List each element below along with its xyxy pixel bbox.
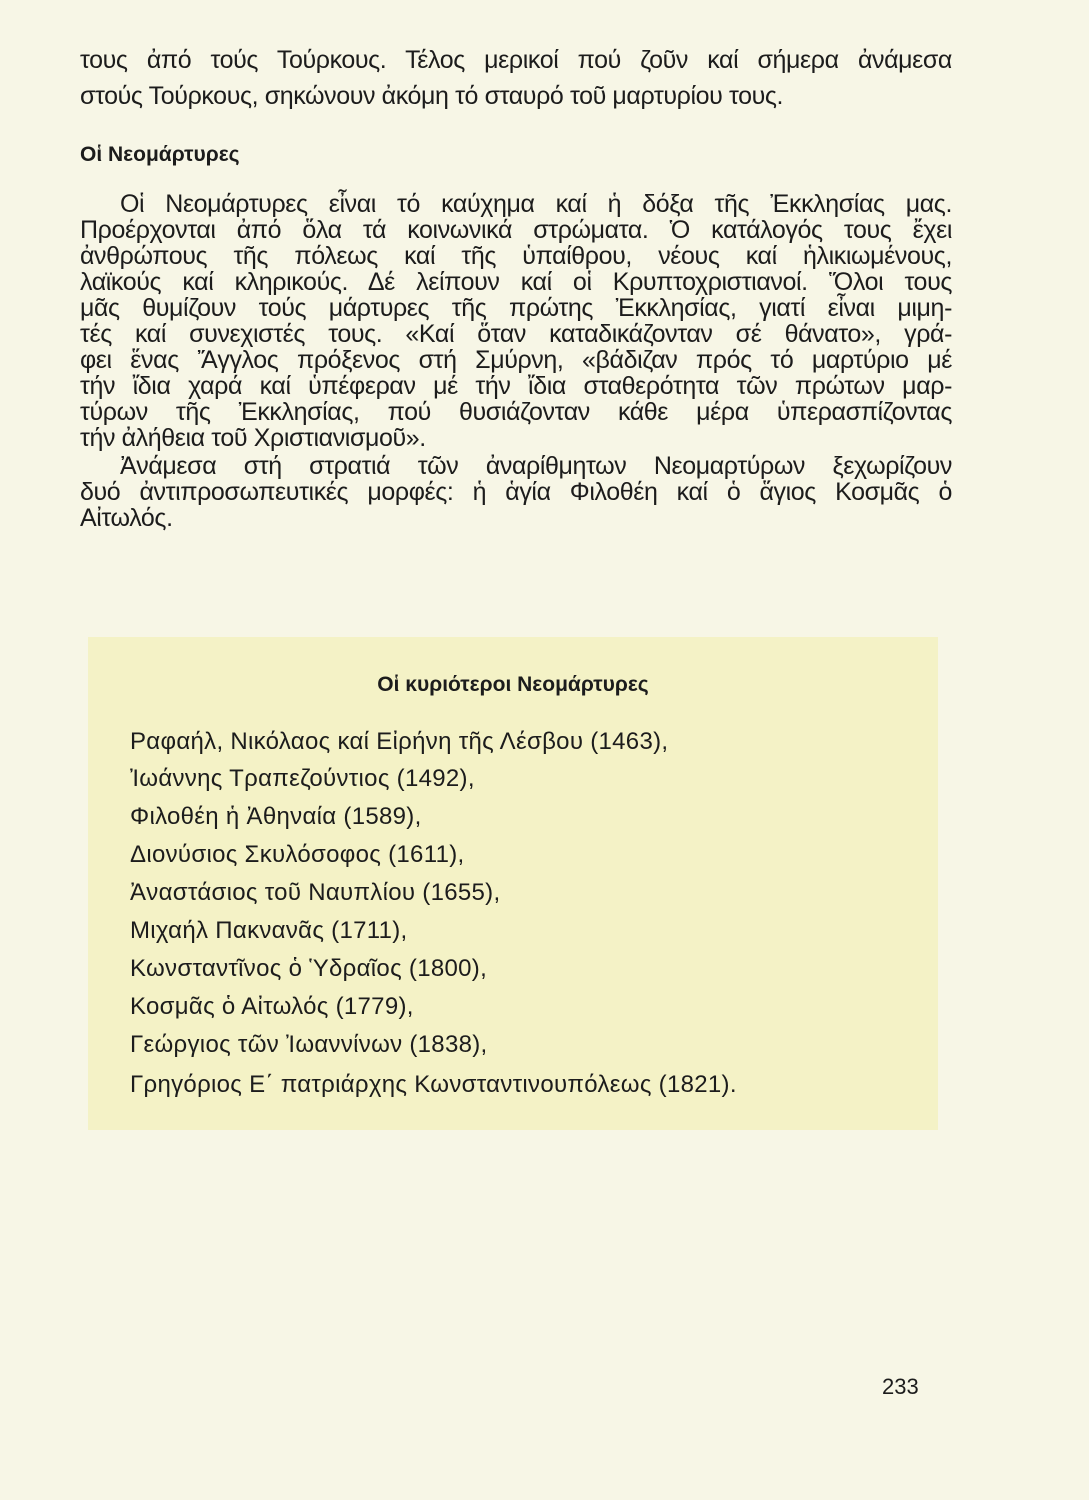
box-title: Οἱ κυριότεροι Νεομάρτυρες xyxy=(377,673,649,696)
list-item: Κωνσταντῖνος ὁ Ὑδραῖος (1800), xyxy=(130,955,488,982)
paragraph-line: Αἰτωλός. xyxy=(80,504,173,532)
list-item: Ἀναστάσιος τοῦ Ναυπλίου (1655), xyxy=(130,879,501,906)
section-heading: Οἱ Νεομάρτυρες xyxy=(80,143,240,166)
list-item: Γρηγόριος Ε΄ πατριάρχης Κωνσταντινουπόλεως (1821). xyxy=(130,1071,737,1098)
page-number: 233 xyxy=(882,1374,919,1399)
list-item: Διονύσιος Σκυλόσοφος (1611), xyxy=(130,841,465,868)
list-item: Κοσμᾶς ὁ Αἰτωλός (1779), xyxy=(130,993,414,1020)
paragraph-line: Ἀνάμεσα στή στρατιά τῶν ἀναρίθμητων Νεομαρτύρων ξεχωρίζουν xyxy=(120,452,952,480)
list-item: Μιχαήλ Πακνανᾶς (1711), xyxy=(130,917,408,944)
list-item: Γεώργιος τῶν Ἰωαννίνων (1838), xyxy=(130,1031,488,1058)
list-item: Φιλοθέη ἡ Ἀθηναία (1589), xyxy=(130,803,422,830)
neomartyrs-list-box xyxy=(88,637,938,1130)
list-item: Ραφαήλ, Νικόλαος καί Εἰρήνη τῆς Λέσβου (1463), xyxy=(130,728,669,755)
paragraph-line: Οἱ Νεομάρτυρες εἶναι τό καύχημα καί ἡ δόξα τῆς Ἐκκλησίας μας. xyxy=(120,190,952,218)
paragraph-line: τές καί συνεχιστές τους. «Καί ὅταν καταδικάζονταν σέ θάνατο», γρά- xyxy=(80,320,952,348)
paragraph-line: τήν ἀλήθεια τοῦ Χριστιανισμοῦ». xyxy=(80,424,426,452)
paragraph-line: Προέρχονται ἀπό ὅλα τά κοινωνικά στρώματα. Ὁ κατάλογός τους ἔχει xyxy=(80,216,952,244)
paragraph-line: ἀνθρώπους τῆς πόλεως καί τῆς ὑπαίθρου, νέους καί ἡλικιωμένους, xyxy=(80,242,952,270)
list-item: Ἰωάννης Τραπεζούντιος (1492), xyxy=(130,765,475,792)
intro-line: στούς Τούρκους, σηκώνουν ἀκόμη τό σταυρό τοῦ μαρτυρίου τους. xyxy=(80,82,784,110)
paragraph-line: λαϊκούς καί κληρικούς. Δέ λείπουν καί οἱ Κρυπτοχριστιανοί. Ὅλοι τους xyxy=(80,268,952,296)
paragraph-line: τύρων τῆς Ἐκκλησίας, πού θυσιάζονταν κάθε μέρα ὑπερασπίζοντας xyxy=(80,398,952,426)
paragraph-line: μᾶς θυμίζουν τούς μάρτυρες τῆς πρώτης Ἐκκλησίας, γιατί εἶναι μιμη- xyxy=(80,294,952,322)
paragraph-line: δυό ἀντιπροσωπευτικές μορφές: ἡ ἁγία Φιλοθέη καί ὁ ἅγιος Κοσμᾶς ὁ xyxy=(80,478,952,506)
paragraph-line: φει ἕνας Ἄγγλος πρόξενος στή Σμύρνη, «βάδιζαν πρός τό μαρτύριο μέ xyxy=(80,346,952,374)
intro-line: τους ἀπό τούς Τούρκους. Τέλος μερικοί πού ζοῦν καί σήμερα ἀνάμεσα xyxy=(80,46,952,74)
paragraph-line: τήν ἴδια χαρά καί ὑπέφεραν μέ τήν ἴδια σταθερότητα τῶν πρώτων μαρ- xyxy=(80,372,952,400)
